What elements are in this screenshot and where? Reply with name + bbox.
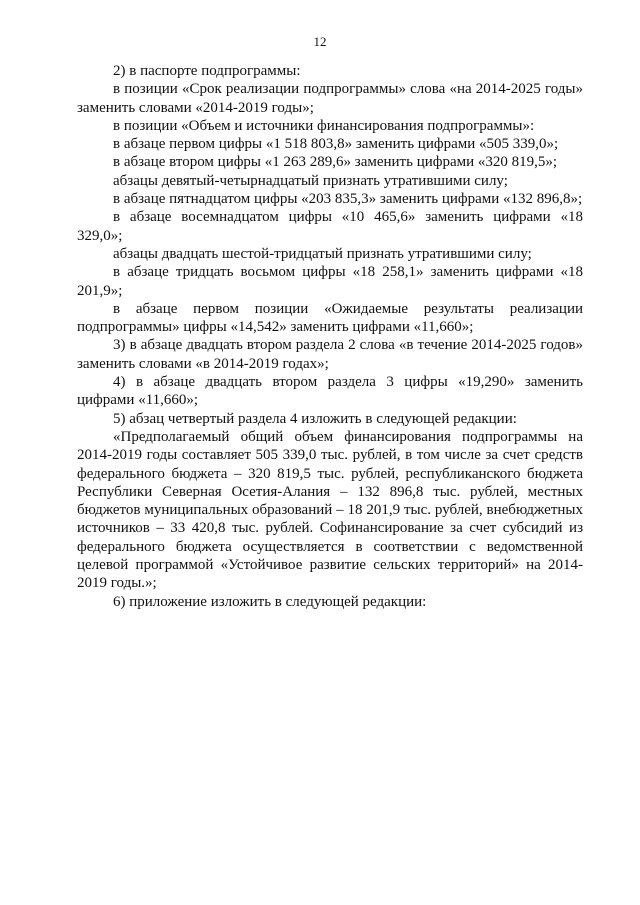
paragraph-7: в абзаце пятнадцатом цифры «203 835,3» заменить цифрами «132 896,8»; (113, 191, 583, 208)
paragraph-11: в абзаце первом позиции «Ожидаемые результаты реализации подпрограммы» цифры «14,542» заменить цифрами «11,660»; (77, 300, 583, 336)
paragraph-1: 2) в паспорте подпрограммы: (113, 63, 301, 79)
page-number: 12 (313, 34, 327, 49)
paragraph-6: абзацы девятый-четырнадцатый признать утратившими силу; (113, 172, 508, 189)
paragraph-15: «Предполагаемый общий объем финансирования подпрограммы на 2014-2019 годы составляет 505 339,0 тыс. рублей, в том числе за счет средств федерального бюджета – 320 819,5 тыс. рублей, республиканского бюджета Республики Северная Осетия-Алания – 132 896,8 тыс. рублей, местных бюджетов муниципальных образований – 18 201,9 тыс. рублей, внебюджетных источников – 33 420,8 тыс. рублей. Софинансирование за счет субсидий из федерального бюджета осуществляется в соответствии с ведомственной целевой программой «Устойчивое развитие сельских территорий» на 2014-2019 годы.»; (77, 428, 583, 592)
paragraph-10: в абзаце тридцать восьмом цифры «18 258,1» заменить цифрами «18 201,9»; (77, 264, 583, 299)
document-body (77, 62, 583, 611)
paragraph-2: в позиции «Срок реализации подпрограммы» слова «на 2014-2025 годы» заменить словами «2014-2019 годы»; (77, 81, 583, 116)
paragraph-8: в абзаце восемнадцатом цифры «10 465,6» заменить цифрами «18 329,0»; (77, 209, 583, 244)
paragraph-5: в абзаце втором цифры «1 263 289,6» заменить цифрами «320 819,5»; (113, 154, 558, 171)
paragraph-12: 3) в абзаце двадцать втором раздела 2 слова «в течение 2014-2025 годов» заменить словами «в 2014-2019 годах»; (77, 337, 583, 372)
paragraph-13: 4) в абзаце двадцать втором раздела 3 цифры «19,290» заменить цифрами «11,660»; (77, 374, 583, 409)
paragraph-4: в абзаце первом цифры «1 518 803,8» заменить цифрами «505 339,0»; (113, 136, 559, 153)
paragraph-14: 5) абзац четвертый раздела 4 изложить в следующей редакции: (113, 410, 517, 427)
paragraph-3: в позиции «Объем и источники финансирования подпрограммы»: (113, 117, 535, 134)
paragraph-16: 6) приложение изложить в следующей редакции: (113, 593, 427, 610)
paragraph-9: абзацы двадцать шестой-тридцатый признать утратившими силу; (113, 245, 532, 262)
